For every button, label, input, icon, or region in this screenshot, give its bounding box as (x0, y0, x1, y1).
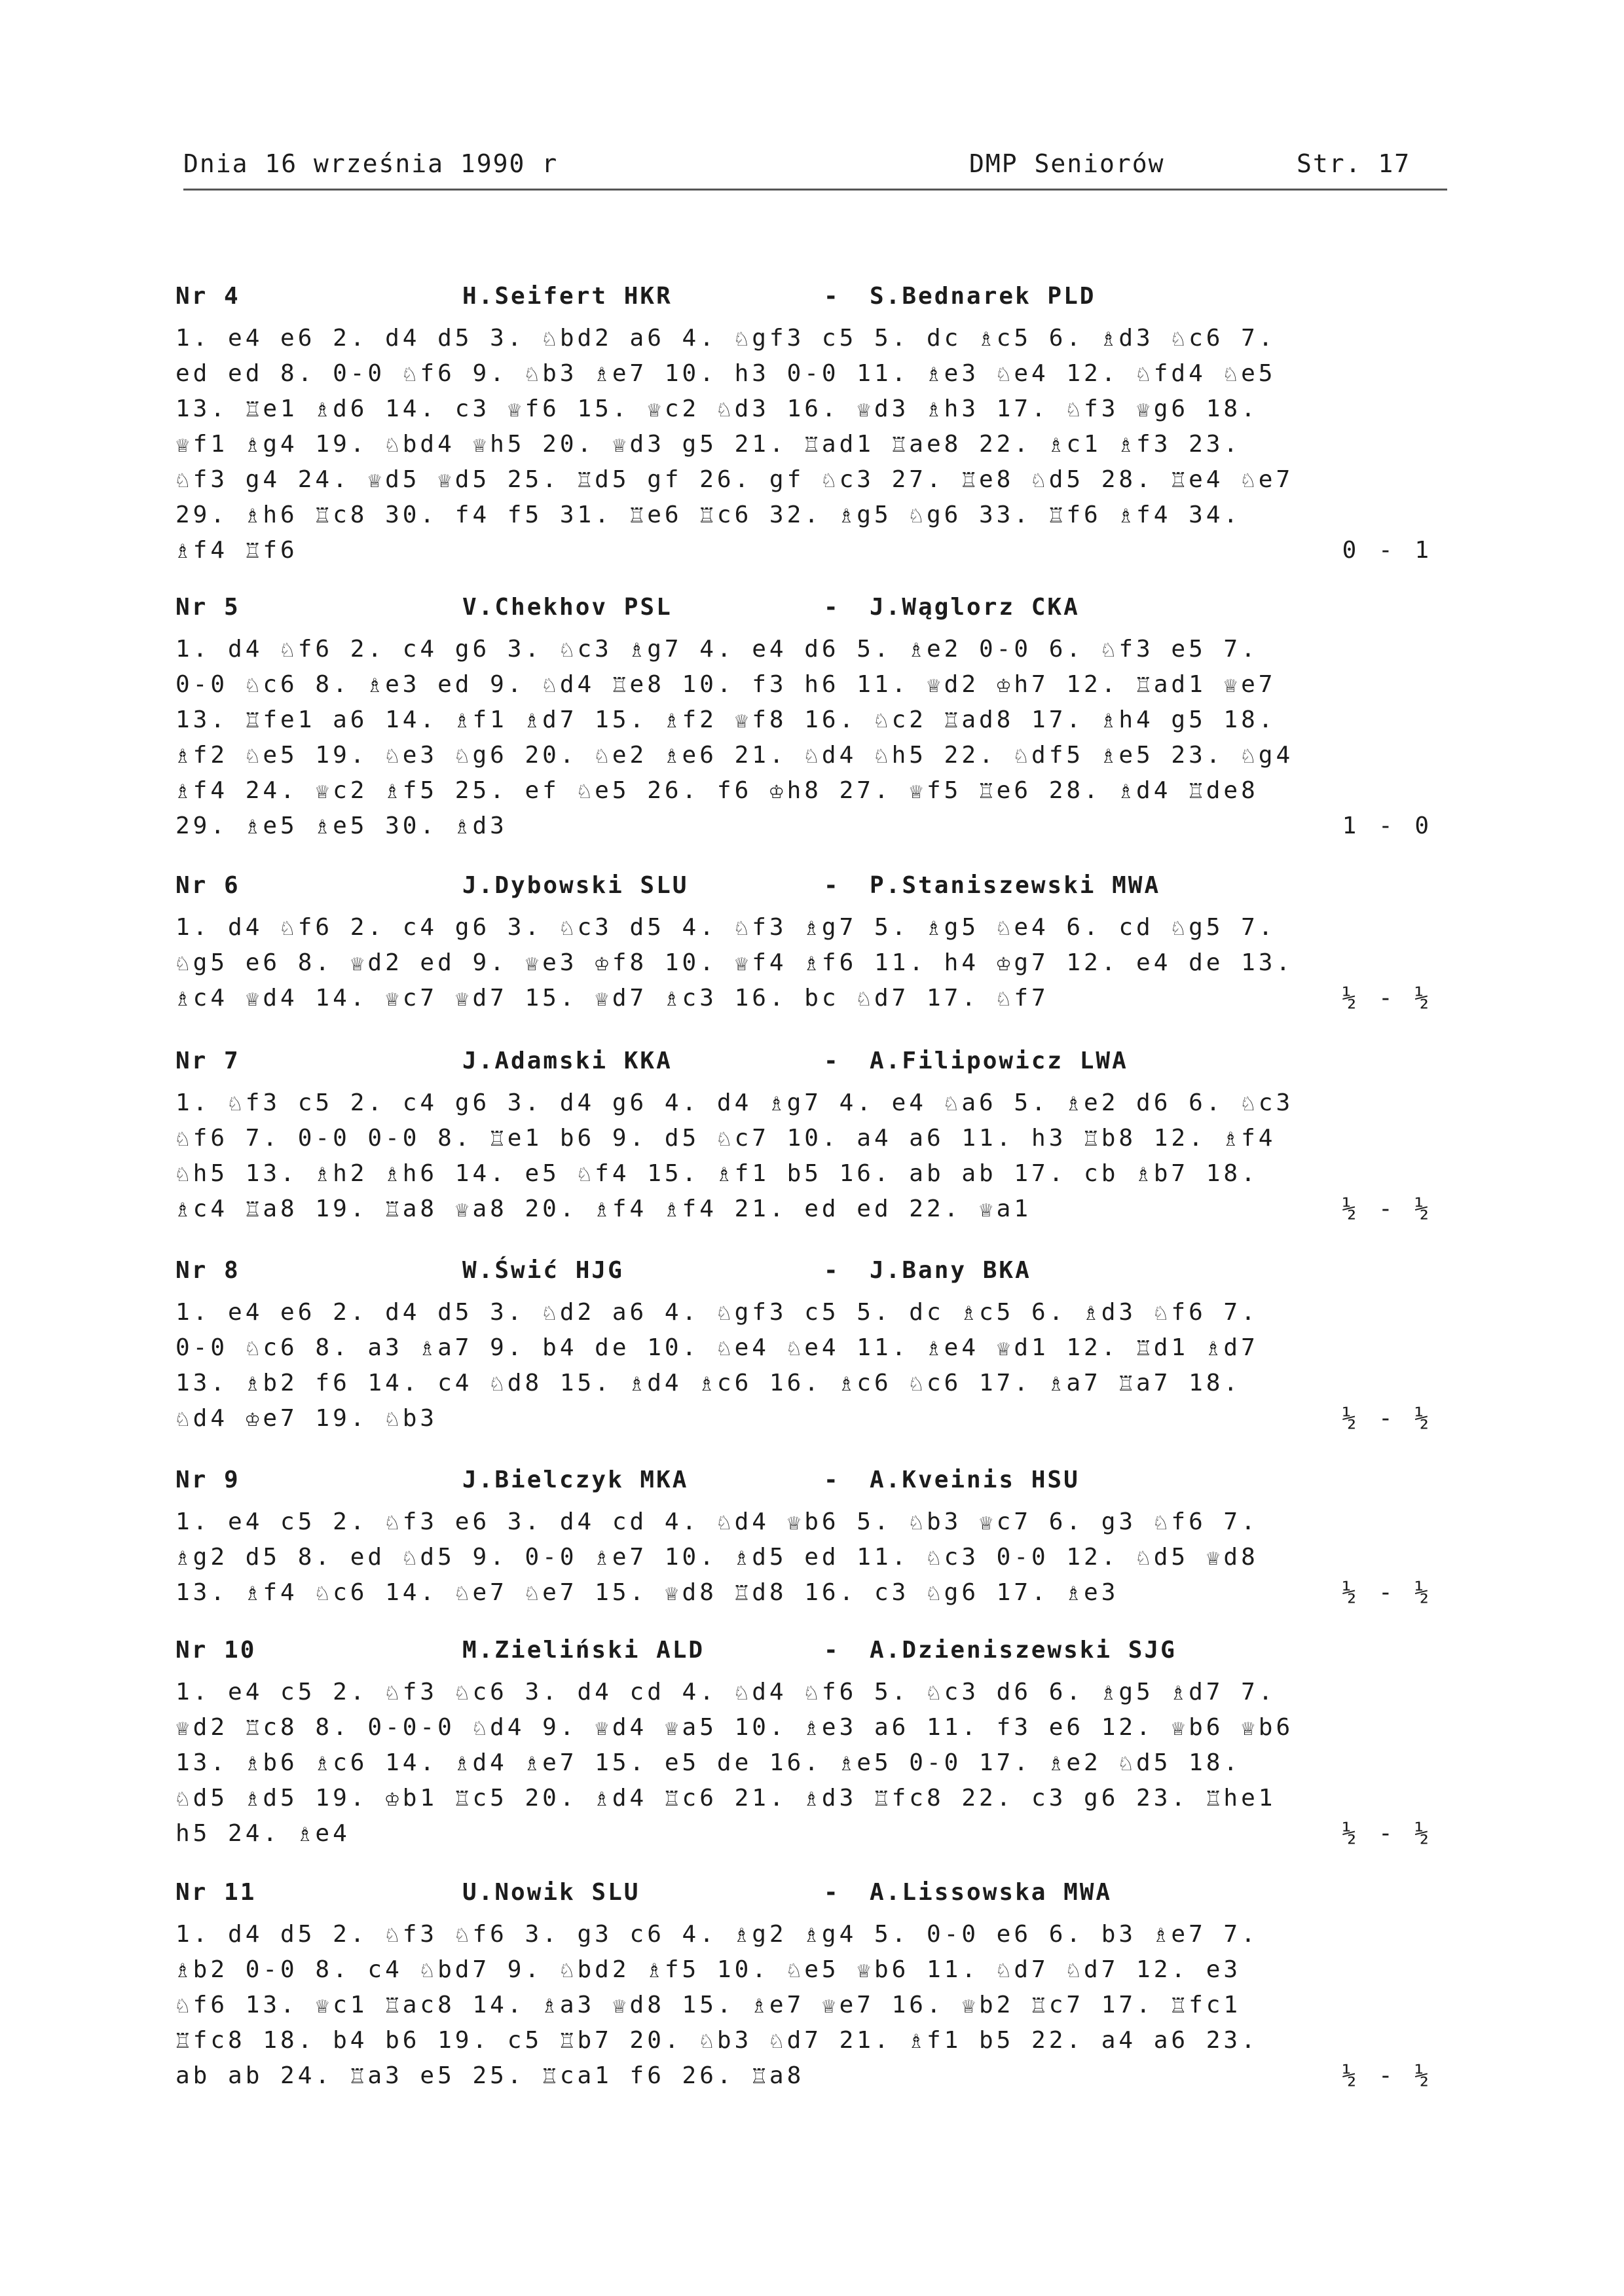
versus-dash: - (824, 1257, 840, 1284)
game-number: Nr 9 (175, 1467, 240, 1493)
move-line: ♕d2 ♖c8 8. 0-0-0 ♘d4 9. ♕d4 ♕a5 10. ♗e3 a6 11. f3 e6 12. ♕b6 ♕b6 (175, 1714, 1294, 1741)
move-line: 1. d4 d5 2. ♘f3 ♘f6 3. g3 c6 4. ♗g2 ♗g4 5. 0-0 e6 6. b3 ♗e7 7. (175, 1921, 1259, 1948)
move-line: ♕f1 ♗g4 19. ♘bd4 ♕h5 20. ♕d3 g5 21. ♖ad1 ♖ae8 22. ♗c1 ♗f3 23. (175, 431, 1242, 458)
move-line: ab ab 24. ♖a3 e5 25. ♖ca1 f6 26. ♖a8 (175, 2062, 805, 2089)
game-result: ½ - ½ (1342, 985, 1433, 1011)
move-list (175, 632, 1439, 844)
game-number: Nr 4 (175, 283, 240, 310)
move-line: 1. e4 e6 2. d4 d5 3. ♘bd2 a6 4. ♘gf3 c5 5. dc ♗c5 6. ♗d3 ♘c6 7. (175, 325, 1276, 352)
versus-dash: - (824, 1879, 840, 1906)
header-title: DMP Seniorów (969, 149, 1165, 178)
move-line: 13. ♗b6 ♗c6 14. ♗d4 ♗e7 15. e5 de 16. ♗e5 0-0 17. ♗e2 ♘d5 18. (175, 1749, 1242, 1776)
move-line: 1. d4 ♘f6 2. c4 g6 3. ♘c3 ♗g7 4. e4 d6 5. ♗e2 0-0 6. ♘f3 e5 7. (175, 636, 1259, 663)
game-header (175, 1637, 1439, 1675)
game-number: Nr 6 (175, 872, 240, 899)
game-number: Nr 8 (175, 1257, 240, 1284)
game-header (175, 1467, 1439, 1504)
move-list (175, 1675, 1439, 1851)
white-player: H.Seifert HKR (462, 283, 673, 310)
move-line: ♘d5 ♗d5 19. ♔b1 ♖c5 20. ♗d4 ♖c6 21. ♗d3 ♖fc8 22. c3 g6 23. ♖he1 (175, 1785, 1276, 1812)
game-block (175, 1879, 1439, 2094)
page-header (183, 149, 1447, 191)
move-list (175, 1504, 1439, 1611)
black-player: A.Filipowicz LWA (870, 1048, 1128, 1074)
white-player: J.Bielczyk MKA (462, 1467, 689, 1493)
white-player: M.Zieliński ALD (462, 1637, 705, 1664)
move-line: 1. e4 e6 2. d4 d5 3. ♘d2 a6 4. ♘gf3 c5 5. dc ♗c5 6. ♗d3 ♘f6 7. (175, 1299, 1259, 1326)
move-line: ♖fc8 18. b4 b6 19. c5 ♖b7 20. ♘b3 ♘d7 21. ♗f1 b5 22. a4 a6 23. (175, 2027, 1259, 2054)
move-line: h5 24. ♗e4 (175, 1820, 350, 1847)
game-block (175, 1048, 1439, 1227)
move-list (175, 1295, 1439, 1436)
move-line: ♗f4 24. ♕c2 ♗f5 25. ef ♘e5 26. f6 ♔h8 27. ♕f5 ♖e6 28. ♗d4 ♖de8 (175, 777, 1259, 804)
versus-dash: - (824, 594, 840, 621)
move-line: ♘f6 7. 0-0 0-0 8. ♖e1 b6 9. d5 ♘c7 10. a4 a6 11. h3 ♖b8 12. ♗f4 (175, 1125, 1276, 1152)
move-line: ♘h5 13. ♗h2 ♗h6 14. e5 ♘f4 15. ♗f1 b5 16. ab ab 17. cb ♗b7 18. (175, 1160, 1259, 1187)
game-block (175, 1257, 1439, 1436)
move-list (175, 1085, 1439, 1227)
game-number: Nr 11 (175, 1879, 257, 1906)
move-line: ♗c4 ♖a8 19. ♖a8 ♕a8 20. ♗f4 ♗f4 21. ed ed 22. ♕a1 (175, 1195, 1032, 1222)
move-list (175, 910, 1439, 1016)
move-line: ♗f4 ♖f6 (175, 537, 298, 564)
game-result: ½ - ½ (1342, 1820, 1433, 1847)
move-line: ed ed 8. 0-0 ♘f6 9. ♘b3 ♗e7 10. h3 0-0 11. ♗e3 ♘e4 12. ♘fd4 ♘e5 (175, 360, 1276, 387)
game-block (175, 872, 1439, 1016)
white-player: V.Chekhov PSL (462, 594, 673, 621)
versus-dash: - (824, 283, 840, 310)
move-line: ♘f3 g4 24. ♕d5 ♕d5 25. ♖d5 gf 26. gf ♘c3 27. ♖e8 ♘d5 28. ♖e4 ♘e7 (175, 466, 1294, 493)
game-block (175, 594, 1439, 844)
black-player: J.Wąglorz CKA (870, 594, 1080, 621)
move-line: ♗c4 ♕d4 14. ♕c7 ♕d7 15. ♕d7 ♗c3 16. bc ♘d7 17. ♘f7 (175, 985, 1049, 1011)
move-line: 1. e4 c5 2. ♘f3 e6 3. d4 cd 4. ♘d4 ♕b6 5. ♘b3 ♕c7 6. g3 ♘f6 7. (175, 1508, 1259, 1535)
game-block (175, 283, 1439, 568)
move-line: ♘d4 ♔e7 19. ♘b3 (175, 1405, 438, 1432)
black-player: A.Dzieniszewski SJG (870, 1637, 1177, 1664)
game-block (175, 1467, 1439, 1611)
versus-dash: - (824, 1637, 840, 1664)
black-player: P.Staniszewski MWA (870, 872, 1161, 899)
move-line: 13. ♗f4 ♘c6 14. ♘e7 ♘e7 15. ♕d8 ♖d8 16. c3 ♘g6 17. ♗e3 (175, 1579, 1119, 1606)
move-line: ♗g2 d5 8. ed ♘d5 9. 0-0 ♗e7 10. ♗d5 ed 11. ♘c3 0-0 12. ♘d5 ♕d8 (175, 1544, 1259, 1571)
game-header (175, 872, 1439, 910)
black-player: A.Kveinis HSU (870, 1467, 1080, 1493)
game-number: Nr 10 (175, 1637, 257, 1664)
move-line: ♗b2 0-0 8. c4 ♘bd7 9. ♘bd2 ♗f5 10. ♘e5 ♕b6 11. ♘d7 ♘d7 12. e3 (175, 1956, 1242, 1983)
game-header (175, 1879, 1439, 1917)
game-header (175, 283, 1439, 321)
game-result: ½ - ½ (1342, 2062, 1433, 2089)
game-block (175, 1637, 1439, 1851)
white-player: J.Dybowski SLU (462, 872, 689, 899)
move-line: ♗f2 ♘e5 19. ♘e3 ♘g6 20. ♘e2 ♗e6 21. ♘d4 ♘h5 22. ♘df5 ♗e5 23. ♘g4 (175, 742, 1294, 769)
versus-dash: - (824, 872, 840, 899)
header-page-number: Str. 17 (1297, 149, 1411, 178)
black-player: J.Bany BKA (870, 1257, 1031, 1284)
move-line: 0-0 ♘c6 8. ♗e3 ed 9. ♘d4 ♖e8 10. f3 h6 11. ♕d2 ♔h7 12. ♖ad1 ♕e7 (175, 671, 1276, 698)
versus-dash: - (824, 1048, 840, 1074)
game-result: ½ - ½ (1342, 1405, 1433, 1432)
game-header (175, 1048, 1439, 1085)
game-result: ½ - ½ (1342, 1579, 1433, 1606)
game-result: ½ - ½ (1342, 1195, 1433, 1222)
black-player: S.Bednarek PLD (870, 283, 1096, 310)
game-number: Nr 7 (175, 1048, 240, 1074)
move-line: 29. ♗e5 ♗e5 30. ♗d3 (175, 812, 507, 839)
versus-dash: - (824, 1467, 840, 1493)
game-result: 1 - 0 (1342, 812, 1433, 839)
game-header (175, 1257, 1439, 1295)
header-date: Dnia 16 września 1990 r (183, 149, 559, 178)
white-player: U.Nowik SLU (462, 1879, 640, 1906)
move-line: ♘f6 13. ♕c1 ♖ac8 14. ♗a3 ♕d8 15. ♗e7 ♕e7 16. ♕b2 ♖c7 17. ♖fc1 (175, 1992, 1242, 2018)
white-player: W.Świć HJG (462, 1257, 624, 1284)
move-line: 13. ♖fe1 a6 14. ♗f1 ♗d7 15. ♗f2 ♕f8 16. ♘c2 ♖ad8 17. ♗h4 g5 18. (175, 706, 1276, 733)
white-player: J.Adamski KKA (462, 1048, 673, 1074)
move-line: 13. ♖e1 ♗d6 14. c3 ♕f6 15. ♕c2 ♘d3 16. ♕d3 ♗h3 17. ♘f3 ♕g6 18. (175, 395, 1259, 422)
move-line: 1. ♘f3 c5 2. c4 g6 3. d4 g6 4. d4 ♗g7 4. e4 ♘a6 5. ♗e2 d6 6. ♘c3 (175, 1089, 1294, 1116)
move-line: 13. ♗b2 f6 14. c4 ♘d8 15. ♗d4 ♗c6 16. ♗c6 ♘c6 17. ♗a7 ♖a7 18. (175, 1370, 1242, 1396)
move-list (175, 321, 1439, 568)
game-number: Nr 5 (175, 594, 240, 621)
black-player: A.Lissowska MWA (870, 1879, 1113, 1906)
move-line: 29. ♗h6 ♖c8 30. f4 f5 31. ♖e6 ♖c6 32. ♗g5 ♘g6 33. ♖f6 ♗f4 34. (175, 501, 1242, 528)
move-line: ♘g5 e6 8. ♕d2 ed 9. ♕e3 ♔f8 10. ♕f4 ♗f6 11. h4 ♔g7 12. e4 de 13. (175, 949, 1294, 976)
move-line: 0-0 ♘c6 8. a3 ♗a7 9. b4 de 10. ♘e4 ♘e4 11. ♗e4 ♕d1 12. ♖d1 ♗d7 (175, 1334, 1259, 1361)
move-line: 1. e4 c5 2. ♘f3 ♘c6 3. d4 cd 4. ♘d4 ♘f6 5. ♘c3 d6 6. ♗g5 ♗d7 7. (175, 1679, 1276, 1705)
game-header (175, 594, 1439, 632)
move-line: 1. d4 ♘f6 2. c4 g6 3. ♘c3 d5 4. ♘f3 ♗g7 5. ♗g5 ♘e4 6. cd ♘g5 7. (175, 914, 1276, 941)
move-list (175, 1917, 1439, 2094)
game-result: 0 - 1 (1342, 537, 1433, 564)
